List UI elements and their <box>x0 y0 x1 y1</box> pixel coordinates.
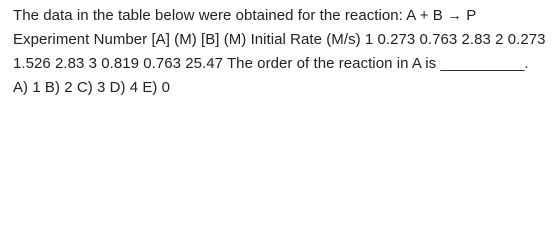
question-text: The data in the table below were obtained for the reaction: A + B → P Experiment Number [A] (M) [B] (M) Initial Rate (M/s) 1 0.273 0.763 2.83 2 0.273 1.526 2.83 3 0.819 0.763 25.47 The order of the reaction in A is __________. A) 1 B) 2 C) 3 D) 4 E) 0 <box>13 7 546 96</box>
